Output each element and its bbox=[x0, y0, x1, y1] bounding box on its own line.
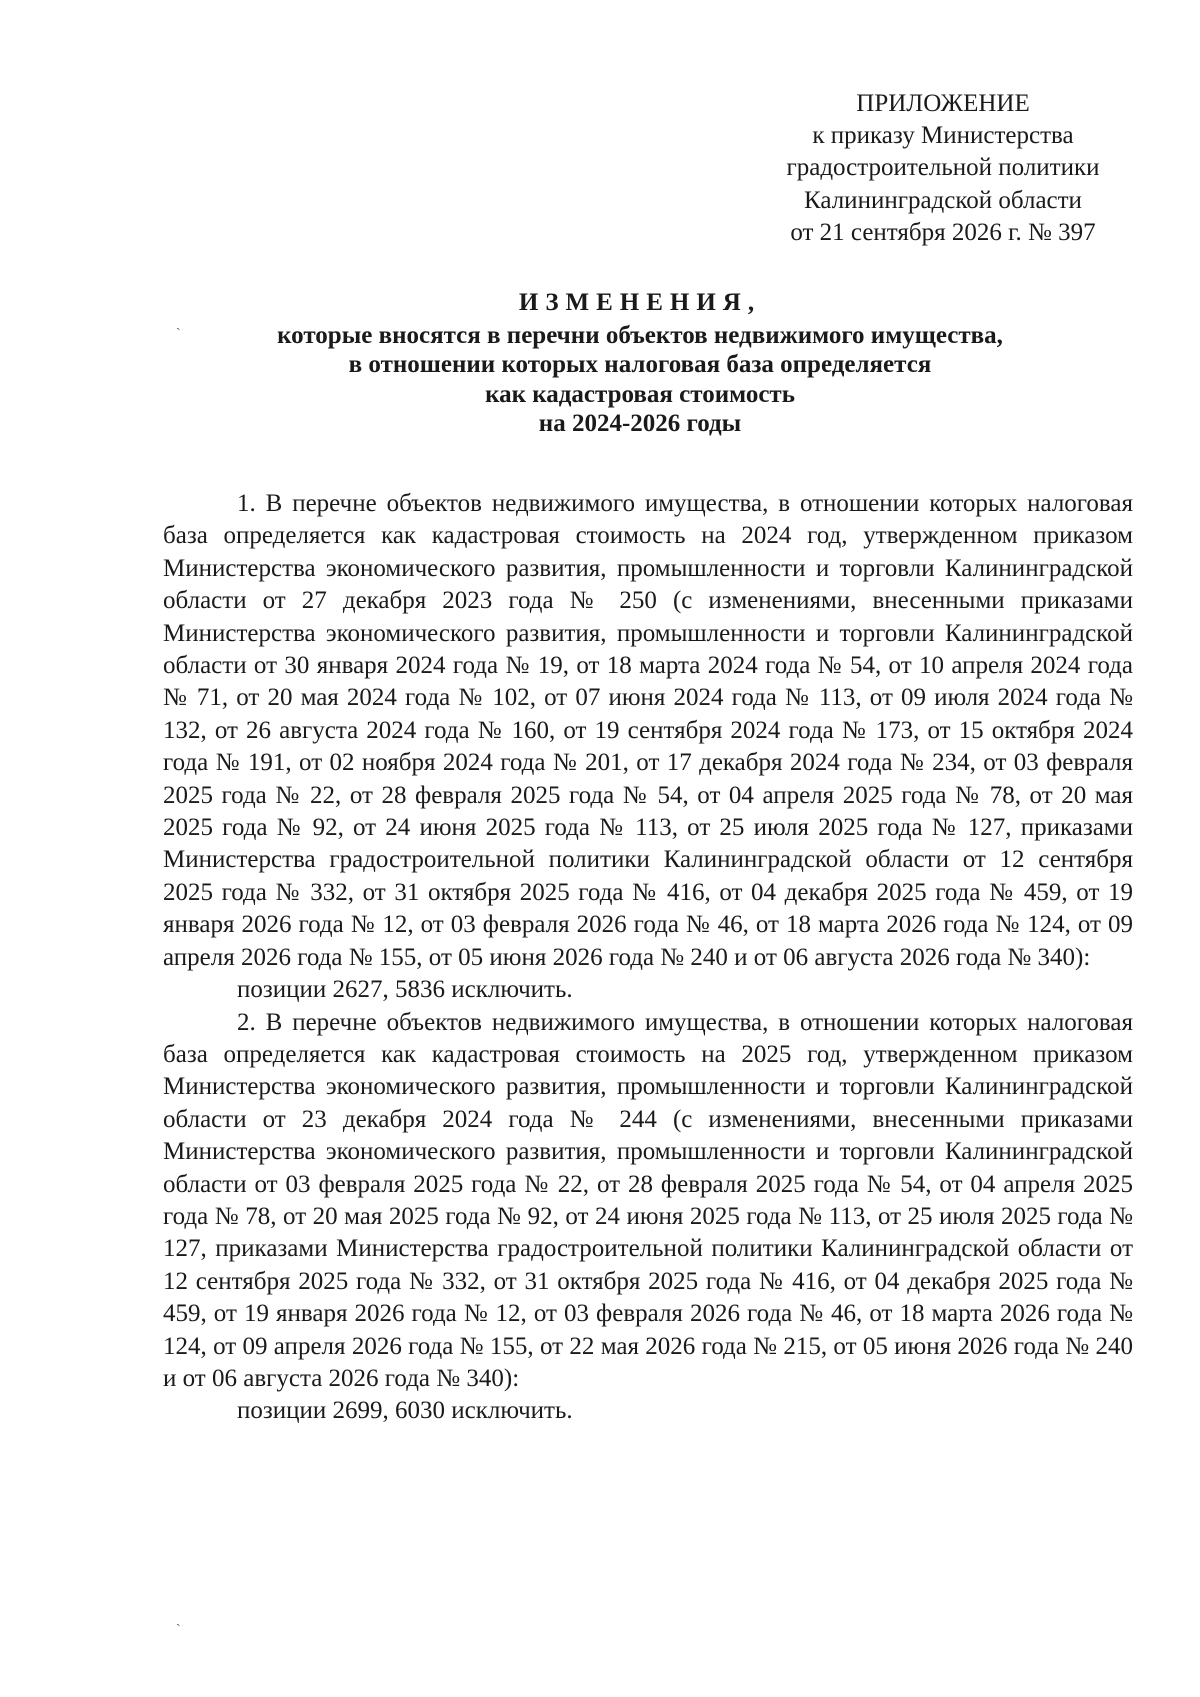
appendix-line: Калининградской области bbox=[804, 186, 1082, 214]
document-heading bbox=[160, 288, 1120, 439]
heading-line: на 2024-2026 годы bbox=[538, 410, 742, 438]
scan-speck: ˏ bbox=[176, 1612, 181, 1627]
section-2-instruction: позиции 2699, 6030 исключить. bbox=[237, 1397, 573, 1425]
document-body bbox=[163, 488, 1133, 1428]
section-1-instruction: позиции 2627, 5836 исключить. bbox=[237, 976, 573, 1004]
appendix-block bbox=[760, 88, 1126, 249]
appendix-date-number: от 21 сентября 2026 г. № 397 bbox=[790, 218, 1096, 246]
heading-title: ИЗМЕНЕНИЯ, bbox=[518, 289, 762, 316]
heading-line: которые вносятся в перечни объектов недвижимого имущества, bbox=[277, 321, 1003, 349]
heading-line: в отношении которых налоговая база определяется bbox=[348, 351, 932, 379]
section-1-paragraph: 1. В перечне объектов недвижимого имущества, в отношении которых налоговая база определяется как кадастровая стоимость на 2024 год, утвержденном приказом Министерства экономического развития, промышленности и торговли Калининградской области от 27 декабря 2023 года № 250 (с изменениями, внесенными приказами Министерства экономического развития, промышленности и торговли Калининградской области от 30 января 2024 года № 19, от 18 марта 2024 года № 54, от 10 апреля 2024 года № 71, от 20 мая 2024 года № 102, от 07 июня 2024 года № 113, от 09 июля 2024 года № 132, от 26 августа 2024 года № 160, от 19 сентября 2024 года № 173, от 15 октября 2024 года № 191, от 02 ноября 2024 года № 201, от 17 декабря 2024 года № 234, от 03 февраля 2025 года № 22, от 28 февраля 2025 года № 54, от 04 апреля 2025 года № 78, от 20 мая 2025 года № 92, от 24 июня 2025 года № 113, от 25 июля 2025 года № 127, приказами Министерства градостроительной политики Калининградской области от 12 сентября 2025 года № 332, от 31 октября 2025 года № 416, от 04 декабря 2025 года № 459, от 19 января 2026 года № 12, от 03 февраля 2026 года № 46, от 18 марта 2026 года № 124, от 09 апреля 2026 года № 155, от 05 июня 2026 года № 240 и от 06 августа 2026 года № 340): bbox=[163, 490, 1133, 971]
appendix-title: ПРИЛОЖЕНИЕ bbox=[856, 90, 1030, 117]
scan-speck: ˏ bbox=[176, 316, 181, 331]
heading-line: как кадастровая стоимость bbox=[485, 380, 795, 408]
section-2-paragraph: 2. В перечне объектов недвижимого имущества, в отношении которых налоговая база определяется как кадастровая стоимость на 2025 год, утвержденном приказом Министерства экономического развития, промышленности и торговли Калининградской области от 23 декабря 2024 года № 244 (с изменениями, внесенными приказами Министерства экономического развития, промышленности и торговли Калининградской области от 03 февраля 2025 года № 22, от 28 февраля 2025 года № 54, от 04 апреля 2025 года № 78, от 20 мая 2025 года № 92, от 24 июня 2025 года № 113, от 25 июля 2025 года № 127, приказами Министерства градостроительной политики Калининградской области от 12 сентября 2025 года № 332, от 31 октября 2025 года № 416, от 04 декабря 2025 года № 459, от 19 января 2026 года № 12, от 03 февраля 2026 года № 46, от 18 марта 2026 года № 124, от 09 апреля 2026 года № 155, от 22 мая 2026 года № 215, от 05 июня 2026 года № 240 и от 06 августа 2026 года № 340): bbox=[163, 1008, 1133, 1392]
appendix-line: градостроительной политики bbox=[786, 154, 1100, 182]
appendix-line: к приказу Министерства bbox=[812, 122, 1074, 150]
